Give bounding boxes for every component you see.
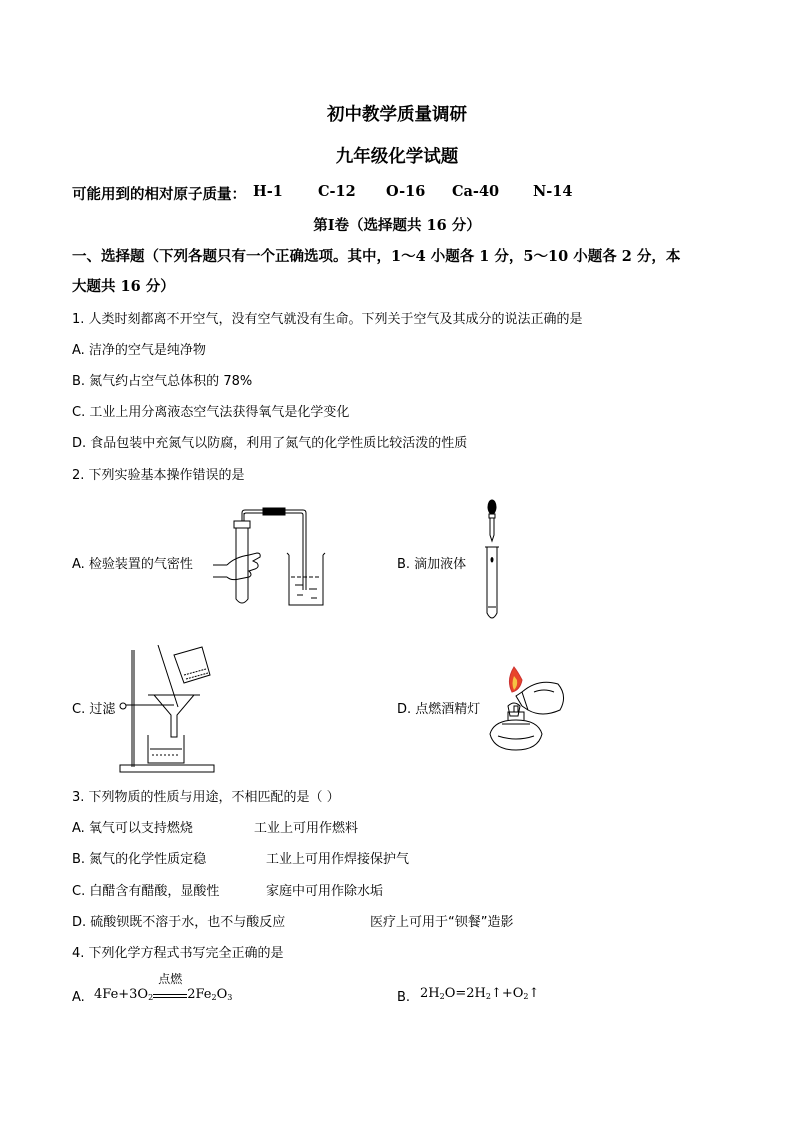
atomic-mass-n: N-14 xyxy=(533,183,573,200)
q1-option-c: C. 工业上用分离液态空气法获得氧气是化学变化 xyxy=(72,405,350,420)
atomic-mass-o: O-16 xyxy=(386,183,426,200)
q3-option-c-property: C. 白醋含有醋酸，显酸性 xyxy=(72,884,220,899)
q3-option-c-use: 家庭中可用作除水垢 xyxy=(266,884,384,899)
q4-stem: 4. 下列化学方程式书写完全正确的是 xyxy=(72,946,284,961)
part1-heading-line1: 一、选择题（下列各题只有一个正确选项。其中，1～4 小题各 1 分，5～10 小题各 2 分，本 xyxy=(72,248,681,265)
filtration-figure xyxy=(118,645,218,775)
q3-option-d-property: D. 硫酸钡既不溶于水，也不与酸反应 xyxy=(72,915,286,930)
q3-stem: 3. 下列物质的性质与用途，不相匹配的是（ ） xyxy=(72,790,340,805)
q3-option-d-use: 医疗上可用于“钡餐”造影 xyxy=(370,915,514,930)
atomic-mass-c: C-12 xyxy=(318,183,356,200)
q2-option-b: B. 滴加液体 xyxy=(397,557,467,572)
dropper-figure xyxy=(478,497,508,625)
q3-option-b-property: B. 氮气的化学性质定稳 xyxy=(72,852,207,867)
q3-option-b-use: 工业上可用作焊接保护气 xyxy=(266,852,410,867)
q4-option-a-equation: $4Fe+3O_2$ 点燃 $2Fe_2O_3$ xyxy=(94,972,233,1002)
q4-option-b-equation: $2H_2O=2H_2↑+O_2↑$ xyxy=(420,986,540,1001)
q3-option-a-property: A. 氧气可以支持燃烧 xyxy=(72,821,193,836)
q1-option-a: A. 洁净的空气是纯净物 xyxy=(72,343,206,358)
q2-option-a: A. 检验装置的气密性 xyxy=(72,557,193,572)
part1-heading-line2: 大题共 16 分） xyxy=(72,278,175,295)
atomic-mass-ca: Ca-40 xyxy=(452,183,500,200)
q2-stem: 2. 下列实验基本操作错误的是 xyxy=(72,468,245,483)
atomic-mass-label: 可能用到的相对原子质量： xyxy=(72,186,246,203)
q2-option-d: D. 点燃酒精灯 xyxy=(397,702,481,717)
q4-option-a-label: A. xyxy=(72,990,85,1005)
q4-option-b-label: B. xyxy=(397,990,411,1005)
atomic-mass-h: H-1 xyxy=(253,183,283,200)
exam-title: 初中教学质量调研 xyxy=(327,105,467,125)
q1-stem: 1. 人类时刻都离不开空气，没有空气就没有生命。下列关于空气及其成分的说法正确的是 xyxy=(72,312,583,327)
alcohol-lamp-figure xyxy=(484,662,568,757)
q1-option-b: B. 氮气约占空气总体积的 78% xyxy=(72,374,253,389)
airtightness-check-figure xyxy=(205,505,335,610)
exam-subtitle: 九年级化学试题 xyxy=(335,147,459,167)
q1-option-d: D. 食品包装中充氮气以防腐，利用了氮气的化学性质比较活泼的性质 xyxy=(72,436,468,451)
section-title: 第Ⅰ卷（选择题共 16 分） xyxy=(313,217,481,234)
q2-option-c: C. 过滤 xyxy=(72,702,116,717)
q4-condition-label: 点燃 xyxy=(158,972,183,986)
q3-option-a-use: 工业上可用作燃料 xyxy=(254,821,359,836)
